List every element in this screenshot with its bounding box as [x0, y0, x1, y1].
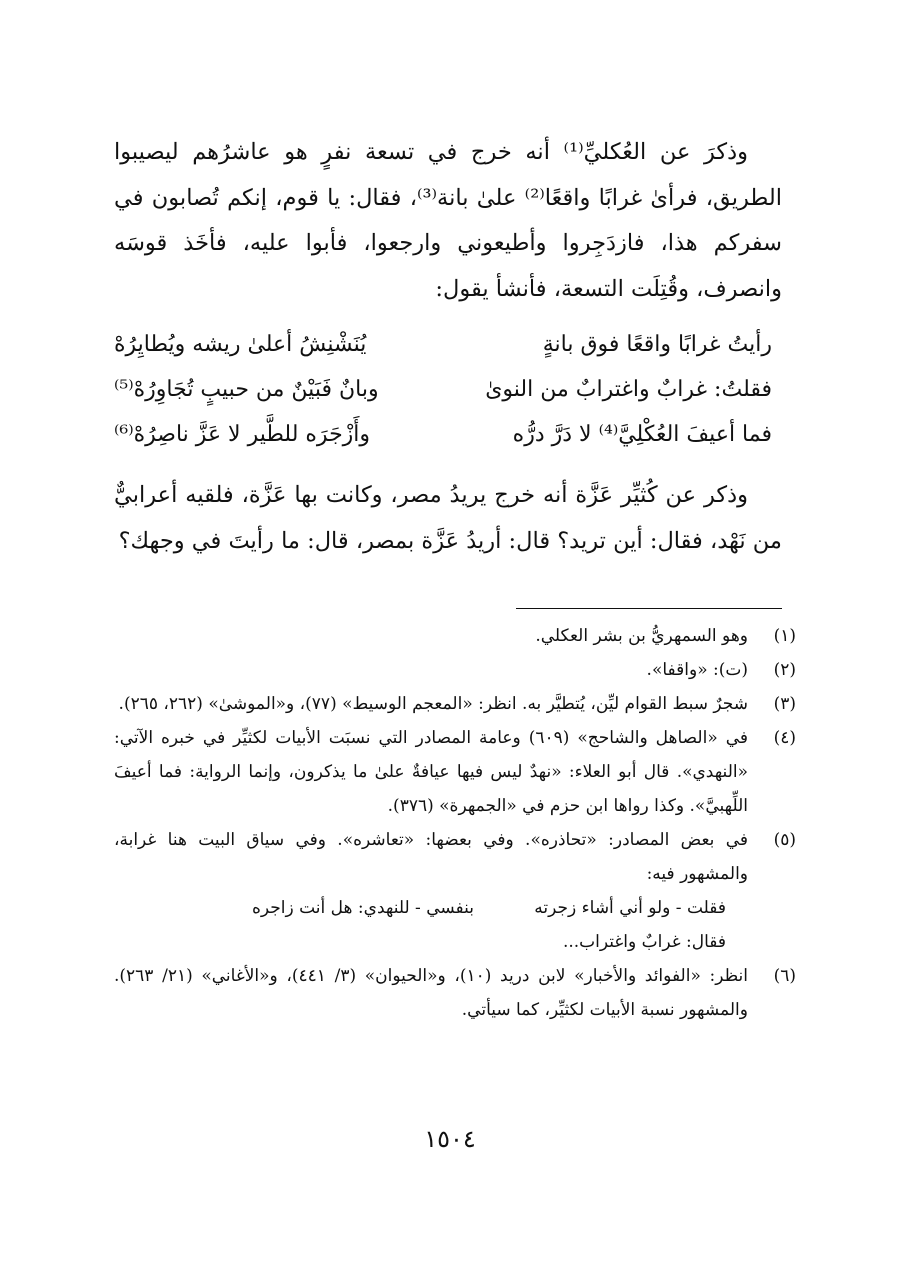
verse-3-second-hemistich: وأَزْجَرَه للطَّير لا عَزَّ ناصِرُهْ⁽⁶⁾: [114, 422, 371, 447]
footnote-text: وهو السمهريُّ بن بشر العكلي.: [535, 626, 748, 646]
poem-verse-3: [114, 412, 782, 457]
paragraph-1: وذكرَ عن العُكليِّ⁽¹⁾ أنه خرج في تسعة نفرٍ هو عاشرُهم ليصيبوا الطريق، فرأىٰ غرابًا واقعًا⁽²⁾ علىٰ بانة⁽³⁾، فقال: يا قوم، إنكم تُصابون في سفركم هذا، فازدَجِروا وأطيعوني وارجعوا، فأبوا عليه، فأخَذ قوسَه وانصرف، وقُتِلَت التسعة، فأنشأ يقول:: [114, 139, 782, 302]
footnote-6: [114, 959, 796, 1027]
footnote-number: (٥): [773, 830, 796, 850]
footnote-5-verse-line-2: فقال: غرابٌ واغتراب...: [562, 932, 726, 952]
page-content: [114, 130, 796, 1027]
footnote-text: انظر: «الفوائد والأخبار» لابن دريد (١٠)، و«الحيوان» (٣/ ٤٤١)، و«الأغاني» (٢١/ ٢٦٣). والمشهور نسبة الأبيات لكثيِّر، كما سيأتي.: [114, 966, 748, 1020]
footnote-number: (٦): [773, 966, 796, 986]
footnote-verse-first-hemistich: فقلت - ولو أني أشاء زجرته: [534, 898, 726, 918]
verse-3-first-hemistich: فما أعيفَ العُكْلِيَّ⁽⁴⁾ لا دَرَّ درُّه: [512, 422, 772, 447]
poem-verse-2: [114, 367, 782, 412]
poem-verse-1: [114, 322, 782, 367]
footnote-2: [114, 653, 796, 687]
footnote-number: (٤): [773, 728, 796, 748]
footnote-1: [114, 619, 796, 653]
footnote-text: (ت): «واقفا».: [646, 660, 748, 680]
verse-2-second-hemistich: وبانٌ فَبَيْنٌ من حبيبٍ تُجَاوِرُهْ⁽⁵⁾: [114, 377, 379, 402]
verse-1-second-hemistich: يُنَشْنِشُ أعلىٰ ريشه ويُطايِرُهْ: [114, 332, 367, 357]
verse-2-first-hemistich: فقلتُ: غرابٌ واغترابٌ من النوىٰ: [485, 377, 772, 402]
footnote-text: في بعض المصادر: «تحاذره». وفي بعضها: «تعاشره». وفي سياق البيت هنا غرابة، والمشهور فيه:: [114, 830, 748, 884]
page-number: ١٥٠٤: [424, 1125, 476, 1153]
footnote-3: [114, 687, 796, 721]
footnote-number: (١): [773, 626, 796, 646]
footnote-divider: [516, 608, 782, 609]
paragraph-2: وذكر عن كُثيِّر عَزَّة أنه خرج يريدُ مصر، وكانت بها عَزَّة، فلقيه أعرابيٌّ من نَهْد، فقال: أين تريد؟ قال: أريدُ عَزَّة بمصر، قال: ما رأيتَ في وجهك؟: [114, 482, 782, 554]
footnote-number: (٢): [773, 660, 796, 680]
footnote-4: [114, 721, 796, 823]
poem: [114, 322, 782, 457]
footnote-number: (٣): [773, 694, 796, 714]
footnotes: [114, 619, 796, 1027]
footnote-5: [114, 823, 796, 891]
footnote-text: في «الصاهل والشاحج» (٦٠٩) وعامة المصادر التي نسبَت الأبيات لكثيِّر في خبره الآتي: «النهدي». قال أبو العلاء: «نهدٌ ليس فيها عيافةٌ علىٰ ما يذكرون، وإنما الرواية: فما أعيفَ اللِّهبيَّ». وكذا رواها ابن حزم في «الجمهرة» (٣٧٦).: [114, 728, 748, 816]
footnote-text: شجرٌ سبط القوام ليِّن، يُتطيَّر به. انظر: «المعجم الوسيط» (٧٧)، و«الموشىٰ» (٢٦٢، ٢٦٥).: [118, 694, 748, 714]
footnote-verse-second-hemistich: بنفسي - للنهدي: هل أنت زاجره: [251, 898, 474, 918]
footnote-5-verse: [114, 891, 782, 925]
verse-1-first-hemistich: رأيتُ غرابًا واقعًا فوق بانةٍ: [542, 332, 772, 357]
